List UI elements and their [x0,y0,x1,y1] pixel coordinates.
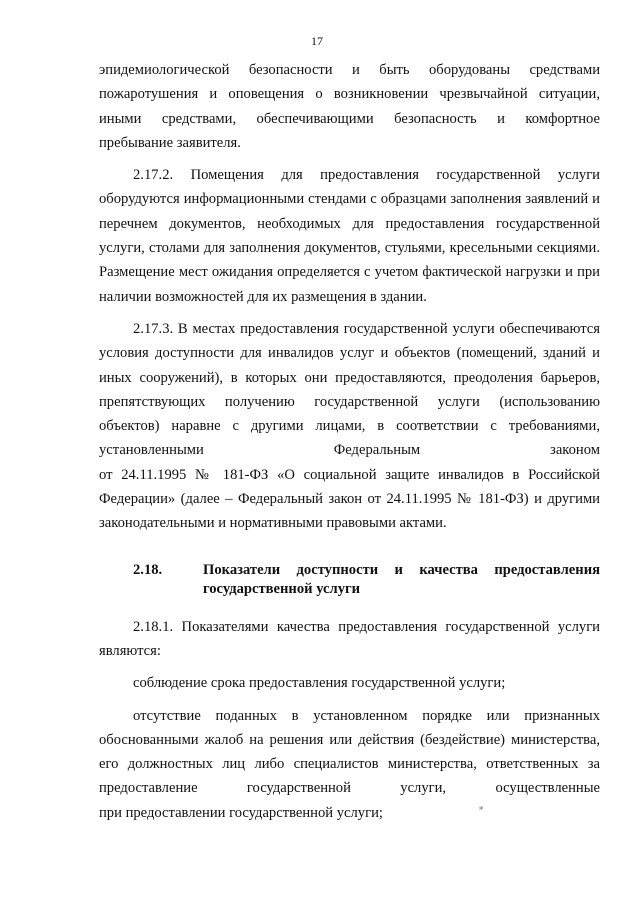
list-item-continued: при предоставлении государственной услуги; [99,804,383,821]
paragraph-line: пожаротушения и оповещения о возникновении чрезвычайной ситуации, [99,86,600,103]
page-number: 17 [311,34,323,48]
scan-mark: ∗ [478,803,485,813]
list-item: соблюдение срока предоставления государственной услуги; [133,675,506,692]
list-item: отсутствие поданных в установленном порядке или признанных обоснованными жалоб на решения или действия (бездействие) министерства, его должностных лиц либо специалистов министерства, ответственных за предоставление государственной услуги, осуществленные [99,707,600,797]
paragraph-line: пребывание заявителя. [99,134,241,151]
section-heading [99,561,600,599]
paragraph-2-17-2: 2.17.2. Помещения для предоставления государственной услуги оборудуются информационными стендами с образцами заполнения заявлений и перечнем документов, необходимых для предоставления государственной услуги, столами для заполнения документов, стульями, кресельными секциями. Размещение мест ожидания определяется с учетом фактической нагрузки и при наличии возможностей для их размещения в здании. [99,167,600,305]
paragraph-line: эпидемиологической безопасности и быть оборудованы средствами [99,62,600,78]
section-title-line: Показатели доступности и качества предоставления [203,561,600,578]
document-body [99,58,600,825]
paragraph-2-17-3: 2.17.3. В местах предоставления государственной услуги обеспечиваются условия доступности для инвалидов услуг и объектов (помещений, зданий и иных сооружений), в которых они предоставляются, преодоления барьеров, препятствующих получению государственной услуги (использованию объектов) наравне с другими лицами, в соответствии с требованиями, установленными Федеральным законом [99,320,600,459]
paragraph-2-18-1: 2.18.1. Показателями качества предоставления государственной услуги являются: [99,618,600,659]
section-title [203,561,600,599]
section-title-line: государственной услуги [203,580,361,597]
section-number: 2.18. [133,561,163,578]
paragraph-2-17-3-continued: от 24.11.1995 № 181-ФЗ «О социальной защите инвалидов в Российской Федерации» (далее – Федеральный закон от 24.11.1995 № 181-ФЗ) и другими законодательными и нормативными правовыми актами. [99,466,600,532]
paragraph-line: иными средствами, обеспечивающими безопасность и комфортное [99,110,600,127]
